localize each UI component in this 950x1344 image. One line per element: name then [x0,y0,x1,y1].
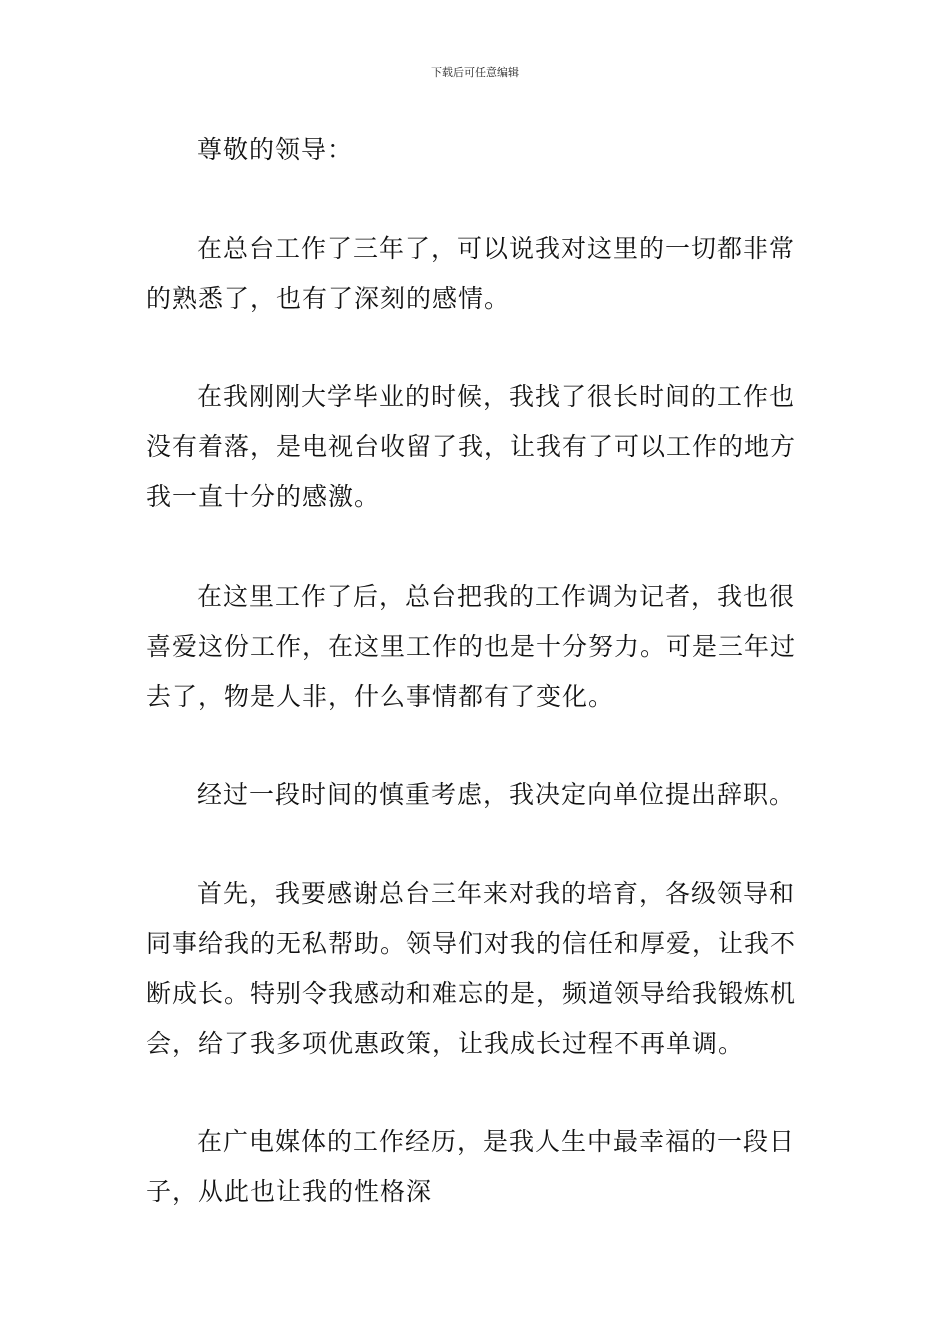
paragraph-line: 在我刚刚大学毕业的时候，我找了很长时间的工作也 [197,382,796,411]
paragraph-line: 同事给我的无私帮助。领导们对我的信任和厚爱，让我不 [146,929,797,958]
paragraph-5 [146,869,808,1069]
paragraph-line: 喜爱这份工作，在这里工作的也是十分努力。可是三年过 [146,632,797,661]
paragraph-line: 子，从此也让我的性格深 [146,1177,433,1206]
paragraph-line: 断成长。特别令我感动和难忘的是，频道领导给我锻炼机 [146,979,797,1008]
paragraph-line: 去了，物是人非，什么事情都有了变化。 [146,682,615,711]
paragraph-3 [146,572,808,722]
salutation-text: 尊敬的领导： [197,135,354,164]
paragraph-line: 的熟悉了，也有了深刻的感情。 [146,284,511,313]
paragraph-line: 首先，我要感谢总台三年来对我的培育，各级领导和 [197,879,796,908]
paragraph-line: 没有着落，是电视台收留了我，让我有了可以工作的地方 [146,432,797,461]
paragraph-line: 我一直十分的感激。 [146,482,381,511]
paragraph-line: 在广电媒体的工作经历，是我人生中最幸福的一段日 [197,1127,796,1156]
salutation [146,125,808,175]
paragraph-1 [146,224,808,324]
paragraph-2 [146,372,808,522]
paragraph-6 [146,1117,808,1217]
paragraph-line: 会，给了我多项优惠政策，让我成长过程不再单调。 [146,1029,745,1058]
header-note: 下载后可任意编辑 [431,66,519,79]
paragraph-4 [146,770,808,820]
paragraph-line: 在总台工作了三年了，可以说我对这里的一切都非常 [197,234,796,263]
paragraph-line: 经过一段时间的慎重考虑，我决定向单位提出辞职。 [197,780,796,809]
paragraph-line: 在这里工作了后，总台把我的工作调为记者，我也很 [197,582,796,611]
